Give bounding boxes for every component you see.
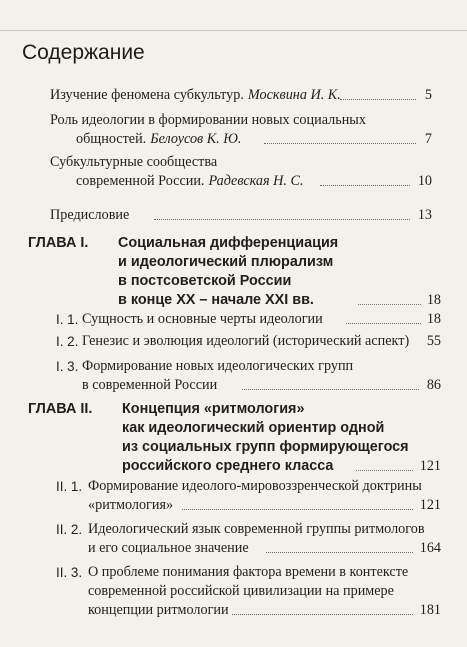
page-number: 164 [419,540,441,556]
page-number: 18 [426,292,441,308]
dot-leader [356,470,413,471]
dot-leader [340,99,416,100]
page-number: 7 [424,131,432,147]
entry-text: Роль идеологии в формировании новых социальных [50,112,366,128]
dot-leader [182,509,413,510]
page-number: 121 [419,458,441,474]
dot-leader [346,323,421,324]
section-title: Формирование новых идеологических групп [82,358,354,374]
section-number: II. 1. [56,479,83,494]
entry-text: Субкультурные сообщества [50,154,218,170]
chapter-1-heading [28,234,441,310]
dot-leader [320,185,410,186]
chapter-title-line: российского среднего класса [122,458,334,474]
toc-entry-intro-2 [50,111,432,149]
toc-section-1-2 [56,332,441,351]
page-number: 5 [424,87,432,103]
section-number: I. 3. [56,359,79,374]
entry-author: Радевская Н. С. [208,173,304,189]
toc-section-1-3 [56,357,441,395]
entry-author: Москвина И. К. [247,87,341,103]
chapter-title-line: как идеологический ориентир одной [122,420,385,436]
chapter-2-heading [28,400,441,476]
entry-text: современной России. [76,173,205,189]
toc-section-2-3 [56,563,441,620]
page-number: 18 [426,311,441,327]
entry-text: общностей. [76,131,147,147]
toc-entry-intro-1 [50,86,432,105]
chapter-title-line: и идеологический плюрализм [118,254,334,270]
entry-text: Предисловие [50,207,130,223]
chapter-label: ГЛАВА II. [28,401,93,417]
dot-leader [358,304,421,305]
section-title: Сущность и основные черты идеологии [82,311,323,327]
toc-section-1-1 [56,310,441,329]
header-rule [0,30,467,31]
page-title: Содержание [22,41,145,64]
page-number: 121 [419,497,441,513]
chapter-title-line: в постсоветской России [118,273,292,289]
page-number: 181 [419,602,441,618]
toc-section-2-2 [56,520,441,558]
section-number: I. 2. [56,334,79,349]
section-title: и его социальное значение [88,540,249,556]
dot-leader [154,219,410,220]
section-title: «ритмология» [88,497,174,513]
dot-leader [266,552,413,553]
page-number: 55 [426,333,441,349]
page-number: 10 [417,173,432,189]
chapter-title-line: Концепция «ритмология» [122,401,305,417]
chapter-title-line: из социальных групп формирующегося [122,439,409,455]
section-title: современной российской цивилизации на примере [88,583,394,599]
toc-entry-preface [50,206,432,225]
chapter-label: ГЛАВА I. [28,235,89,251]
dot-leader [264,143,416,144]
section-title: Идеологический язык современной группы ритмологов [88,521,425,537]
entry-text: Изучение феномена субкультур. [50,87,244,103]
toc-section-2-1 [56,477,441,515]
section-number: II. 3. [56,565,83,580]
page-number: 86 [426,377,441,393]
page-number: 13 [417,207,432,223]
chapter-title-line: Социальная дифференциация [118,235,339,251]
chapter-title-line: в конце XX – начале XXI вв. [118,292,314,308]
section-title: Генезис и эволюция идеологий (исторический аспект) [82,333,410,349]
section-title: концепции ритмологии [88,602,229,618]
dot-leader [242,389,419,390]
section-title: О проблеме понимания фактора времени в контексте [88,564,409,580]
section-number: I. 1. [56,312,79,327]
toc-entry-intro-3 [50,153,432,191]
entry-author: Белоусов К. Ю. [150,131,242,147]
section-number: II. 2. [56,522,83,537]
section-title: Формирование идеолого-мировоззренческой доктрины [88,478,422,494]
section-title: в современной России [82,377,218,393]
dot-leader [232,614,413,615]
